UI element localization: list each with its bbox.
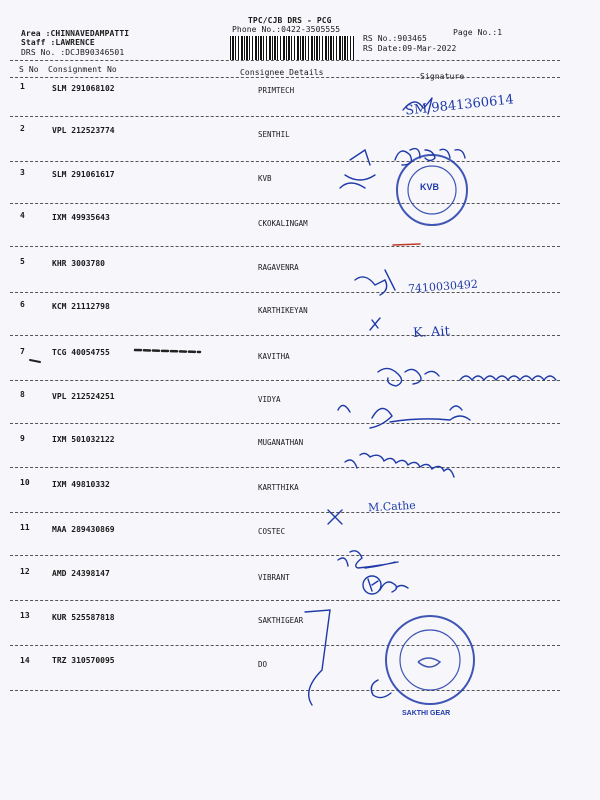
row-consignee: VIBRANT <box>258 573 290 582</box>
signature-6-tick <box>370 318 380 330</box>
row-consignee: SAKTHIGEAR <box>258 616 304 625</box>
row-consignee: PRIMTECH <box>258 86 295 95</box>
row-consignee: VIDYA <box>258 395 281 404</box>
signature-8 <box>338 405 470 428</box>
row-consignment: SLM 291061617 <box>52 170 115 179</box>
row-consignee: KAVITHA <box>258 352 290 361</box>
signature-5-number: 7410030492 <box>407 277 479 296</box>
row-consignment: KHR 3003780 <box>52 259 105 268</box>
row-sno: 7 <box>20 347 25 356</box>
staff-label: Staff :LAWRENCE <box>21 38 95 47</box>
signature-11 <box>338 551 398 568</box>
row-consignment: VPL 212524251 <box>52 392 115 401</box>
page-number: Page No.:1 <box>453 28 503 37</box>
row-sno: 4 <box>20 211 25 220</box>
col-sno: S No <box>19 65 39 74</box>
col-consignment: Consignment No <box>48 65 117 74</box>
row-consignee: DO <box>258 660 268 669</box>
row-consignee: KARTHIKEYAN <box>258 306 308 315</box>
row-consignee: MUGANATHAN <box>258 438 304 447</box>
signature-2 <box>340 150 375 188</box>
row-consignment: IXM 501032122 <box>52 435 115 444</box>
row-sno: 10 <box>20 478 30 487</box>
row-consignment: SLM 291068102 <box>52 84 115 93</box>
row-consignment: IXM 49935643 <box>52 213 110 222</box>
stamp-2-text: SAKTHI GEAR <box>402 710 451 717</box>
hook-mark <box>371 680 391 698</box>
col-consignee: Consignee Details <box>240 68 324 77</box>
row-consignment: TCG 40054755 <box>52 348 110 357</box>
row-consignee: CKOKALINGAM <box>258 219 308 228</box>
sakthi-gear-stamp <box>386 616 474 704</box>
bracket-mark <box>305 610 330 705</box>
row-sno: 11 <box>20 523 30 532</box>
row-consignee: KVB <box>258 174 272 183</box>
row-consignee: SENTHIL <box>258 130 290 139</box>
signature-10-cross <box>328 510 342 524</box>
signature-5 <box>355 270 395 295</box>
row-consignee: RAGAVENRA <box>258 263 299 272</box>
row-consignment: AMD 24398147 <box>52 569 110 578</box>
row-sno: 9 <box>20 434 25 443</box>
row-consignment: VPL 212523774 <box>52 126 115 135</box>
row-consignment: KCM 21112798 <box>52 302 110 311</box>
row-consignment: TRZ 310570095 <box>52 656 115 665</box>
signature-10: M.Cathe <box>367 498 417 515</box>
row-sno: 14 <box>20 656 30 665</box>
row-consignment: IXM 49810332 <box>52 480 110 489</box>
signature-7 <box>378 368 556 386</box>
row-sno: 12 <box>20 567 30 576</box>
col-signature: Signature <box>420 72 465 81</box>
signature-6: K. Ait <box>412 324 451 341</box>
rs-date: RS Date:09-Mar-2022 <box>363 44 457 53</box>
row-consignee: COSTEC <box>258 527 286 536</box>
row-sno: 5 <box>20 257 25 266</box>
rs-number: RS No.:903465 <box>363 34 427 43</box>
row-consignment: KUR 525587818 <box>52 613 115 622</box>
phone-number: Phone No.:0422-3505555 <box>232 25 341 34</box>
red-mark <box>393 244 420 245</box>
row-consignment: MAA 289430869 <box>52 525 115 534</box>
row-sno: 1 <box>20 82 25 91</box>
drs-number: DRS No. :DCJB90346501 <box>21 48 125 57</box>
redaction-scribble <box>135 350 200 352</box>
area-label: Area :CHINNAVEDAMPATTI <box>21 29 130 38</box>
signature-1: SM 9841360614 <box>404 92 515 119</box>
report-title: TPC/CJB DRS - PCG <box>248 16 332 25</box>
row-sno: 3 <box>20 168 25 177</box>
row-sno: 8 <box>20 390 25 399</box>
signature-9 <box>345 453 454 477</box>
row-sno: 13 <box>20 611 30 620</box>
row-consignee: KARTTHIKA <box>258 483 299 492</box>
row-sno: 2 <box>20 124 25 133</box>
row-sno: 6 <box>20 300 25 309</box>
stamp-1-text: KVB <box>420 182 440 192</box>
